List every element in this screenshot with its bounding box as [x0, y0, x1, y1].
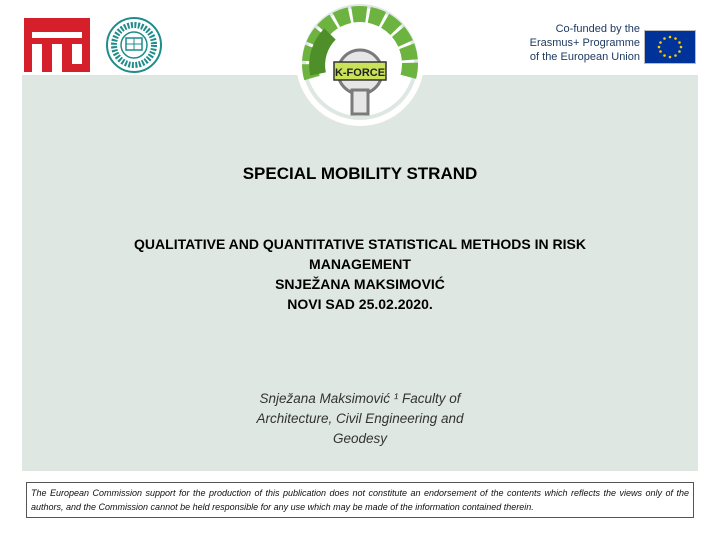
eu-funding-line: of the European Union	[529, 51, 640, 63]
eu-funding-line: Erasmus+ Programme	[529, 37, 640, 49]
author-line: Architecture, Civil Engineering and	[256, 411, 464, 426]
slide-title: SPECIAL MOBILITY STRAND	[242, 164, 478, 183]
subtitle-line: QUALITATIVE AND QUANTITATIVE STATISTICAL METHODS IN RISK	[134, 236, 586, 252]
eu-funding-text	[528, 22, 640, 64]
author-line: Geodesy	[332, 431, 388, 446]
eu-disclaimer: The European Commission support for the production of this publication does not constitute an endorsement of the contents which reflects the views only of the authors, and the Commission cannot be held responsible for any use which may be made of the information contained therein.	[26, 482, 694, 518]
faculty-logo	[24, 18, 90, 72]
place-date: NOVI SAD 25.02.2020.	[287, 296, 433, 312]
author-line: Snježana Maksimović ¹ Faculty of	[259, 391, 461, 406]
university-seal	[106, 17, 162, 73]
author-affiliation	[220, 389, 500, 449]
eu-funding-line: Co-funded by the	[555, 23, 640, 35]
kforce-logo-text: K-FORCE	[334, 67, 386, 79]
slide-subtitle	[60, 234, 660, 314]
kforce-logo	[290, 0, 430, 132]
presenter-name: SNJEŽANA MAKSIMOVIĆ	[275, 276, 445, 292]
subtitle-line: MANAGEMENT	[309, 256, 411, 272]
eu-flag-icon	[644, 30, 696, 64]
